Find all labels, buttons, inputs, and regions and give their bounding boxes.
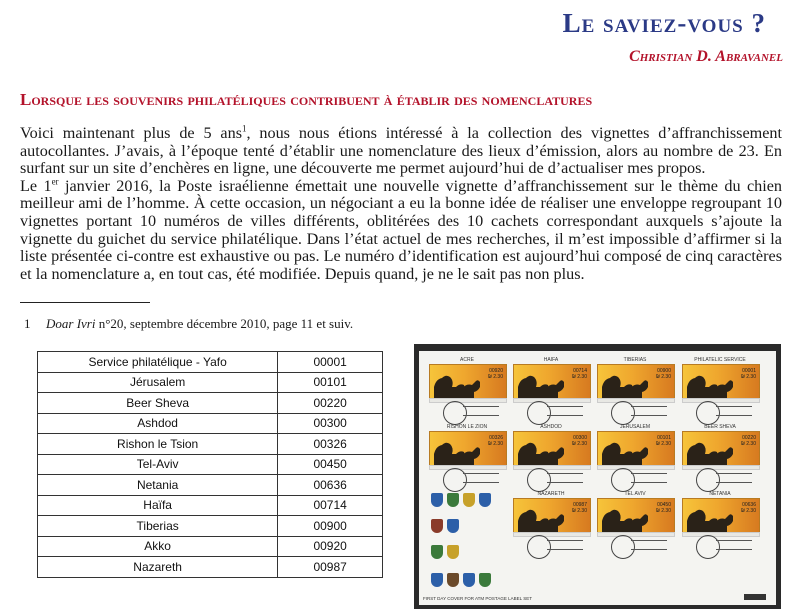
table-row	[38, 516, 383, 537]
stamp-price: ₪ 2.30	[740, 374, 756, 380]
stamp	[682, 364, 760, 400]
stamp-city-label: NETANIA	[709, 491, 731, 497]
stamp-code: 00987	[573, 502, 587, 508]
stamp-city-label: ACRE	[460, 357, 474, 363]
stamp-price: ₪ 2.30	[655, 441, 671, 447]
code-cell: 00220	[278, 393, 383, 414]
stamp-code: 00450	[657, 502, 671, 508]
paragraph-2-start: Le 1	[20, 176, 52, 195]
place-cell: Haïfa	[38, 495, 278, 516]
stamp-strip	[597, 398, 675, 403]
first-day-cover-image	[419, 351, 776, 605]
postal-logo	[744, 594, 766, 600]
stamp-city-label: NAZARETH	[537, 491, 565, 497]
postmark-lines	[716, 473, 752, 483]
stamp-strip	[429, 465, 507, 470]
stamp-strip	[597, 465, 675, 470]
postmark-lines	[716, 540, 752, 550]
footnote-source: Doar Ivri	[46, 316, 96, 331]
table-row	[38, 434, 383, 455]
stamp-city-label: JERUSALEM	[619, 424, 650, 430]
postmark-lines	[716, 406, 752, 416]
postmark-lines	[631, 406, 667, 416]
table-row	[38, 536, 383, 557]
stamp-value	[488, 435, 503, 447]
stamp-price: ₪ 2.30	[571, 441, 587, 447]
city-emblem-icon	[447, 573, 459, 587]
stamp	[513, 431, 591, 467]
stamp-code: 00920	[489, 368, 503, 374]
stamp-cell	[511, 357, 591, 425]
stamp-price: ₪ 2.30	[655, 374, 671, 380]
ordinal-sup: er	[51, 176, 59, 187]
stamp	[513, 498, 591, 534]
table-row	[38, 475, 383, 496]
stamp-city-label: RISHON LE ZION	[446, 424, 488, 430]
stamp-cell	[595, 491, 675, 559]
stamp-value	[741, 502, 756, 514]
stamp-value	[488, 368, 503, 380]
footnote-number: 1	[24, 316, 31, 331]
stamp-city-label: PHILATELIC SERVICE	[694, 357, 746, 363]
paragraph-1-rest: , nous nous étions intéressé à la collection des vignettes d’affranchissement autocollantes. J’avais, à l’époque tenté d’établir une nomenclature des lieux d’émission, alors au nombre de 23. En surfant sur un site d’enchères en ligne, une découverte me permet aujourd’hui de d’actualiser mes propos.	[20, 124, 782, 178]
stamp-cell	[680, 491, 760, 559]
stamp-strip	[513, 398, 591, 403]
place-cell: Ashdod	[38, 413, 278, 434]
city-emblem-icon	[479, 493, 491, 507]
stamp-city-label: TEL AVIV	[624, 491, 646, 497]
footnote	[24, 316, 353, 332]
stamp-cell	[511, 491, 591, 559]
stamp	[429, 431, 507, 467]
stamp-strip	[682, 532, 760, 537]
stamp-price: ₪ 2.30	[487, 441, 503, 447]
table-row	[38, 495, 383, 516]
stamp-cell	[595, 424, 675, 492]
stamp-cell	[595, 357, 675, 425]
stamp-code: 00300	[573, 435, 587, 441]
postmark-lines	[463, 473, 499, 483]
table-row	[38, 352, 383, 373]
postmark-lines	[631, 473, 667, 483]
stamp-price: ₪ 2.30	[487, 374, 503, 380]
stamp-price: ₪ 2.30	[740, 441, 756, 447]
code-cell: 00326	[278, 434, 383, 455]
stamp-code: 00900	[657, 368, 671, 374]
code-cell: 00450	[278, 454, 383, 475]
city-emblem-icon	[463, 493, 475, 507]
city-emblems	[431, 489, 509, 599]
stamp-value	[656, 368, 671, 380]
stamp-price: ₪ 2.30	[740, 508, 756, 514]
postmark-lines	[547, 473, 583, 483]
place-cell: Nazareth	[38, 557, 278, 578]
stamp	[513, 364, 591, 400]
city-emblem-icon	[431, 493, 443, 507]
stamp-value	[572, 435, 587, 447]
stamp	[597, 498, 675, 534]
place-cell: Beer Sheva	[38, 393, 278, 414]
postmark-lines	[463, 406, 499, 416]
page-title: Le saviez-vous ?	[562, 8, 766, 38]
stamp-price: ₪ 2.30	[571, 508, 587, 514]
stamp-code: 00101	[657, 435, 671, 441]
stamp-price: ₪ 2.30	[655, 508, 671, 514]
stamp-strip	[429, 398, 507, 403]
stamp-city-label: HAIFA	[543, 357, 559, 363]
stamp-code: 00001	[742, 368, 756, 374]
stamp-cell	[427, 357, 507, 425]
stamp-price: ₪ 2.30	[571, 374, 587, 380]
stamp	[682, 498, 760, 534]
code-cell: 00636	[278, 475, 383, 496]
city-emblem-icon	[431, 545, 443, 559]
author-name: Christian D. Abravanel	[629, 48, 783, 65]
stamp-value	[572, 368, 587, 380]
stamp-strip	[682, 398, 760, 403]
stamp-code: 00220	[742, 435, 756, 441]
table-row	[38, 557, 383, 578]
city-emblem-icon	[447, 519, 459, 533]
place-cell: Tel-Aviv	[38, 454, 278, 475]
city-emblem-icon	[431, 519, 443, 533]
stamp-cell	[680, 424, 760, 492]
postmark-lines	[547, 540, 583, 550]
place-cell: Service philatélique - Yafo	[38, 352, 278, 373]
stamp-strip	[513, 532, 591, 537]
code-cell: 00920	[278, 536, 383, 557]
stamp-value	[741, 368, 756, 380]
article-subtitle: Lorsque les souvenirs philatéliques contribuent à établir des nomenclatures	[20, 90, 593, 109]
stamp-value	[656, 435, 671, 447]
city-emblem-icon	[447, 545, 459, 559]
footnote-text: n°20, septembre décembre 2010, page 11 et suiv.	[95, 316, 354, 331]
envelope-caption: FIRST DAY COVER FOR ATM POSTAGE LABEL SET	[423, 596, 532, 601]
stamp-cell	[511, 424, 591, 492]
place-cell: Jérusalem	[38, 372, 278, 393]
stamp-code: 00326	[489, 435, 503, 441]
code-cell: 00714	[278, 495, 383, 516]
stamp-value	[656, 502, 671, 514]
stamp-city-label: TIBERIAS	[623, 357, 647, 363]
table-row	[38, 454, 383, 475]
place-cell: Tiberias	[38, 516, 278, 537]
stamp-strip	[682, 465, 760, 470]
city-emblem-icon	[447, 493, 459, 507]
stamp-cell	[427, 424, 507, 492]
table-row	[38, 372, 383, 393]
code-cell: 00101	[278, 372, 383, 393]
city-emblem-icon	[431, 573, 443, 587]
postmark-lines	[631, 540, 667, 550]
stamp-value	[572, 502, 587, 514]
place-cell: Akko	[38, 536, 278, 557]
stamp	[682, 431, 760, 467]
stamp-strip	[513, 465, 591, 470]
article-body	[20, 125, 782, 283]
paragraph-2-rest: janvier 2016, la Poste israélienne émettait une nouvelle vignette d’affranchissement sur le thème du chien meilleur ami de l’homme. À cette occasion, un négociant a eu la bonne idée de réaliser une enveloppe regroupant 10 vignettes portant 10 numéros de villes différents, oblitérées des 10 cachets correspondant auxquels s’ajoute la vignette du guichet du service philatélique. Dans l’état actuel de mes recherches, il m’est impossible d’affirmer si la liste présentée ci-contre est exhaustive ou pas. Le numéro d’identification est aujourd’hui composé de cinq caractères et la nomenclature a, en tout cas, été modifiée. Depuis quand, je ne le sait pas non plus.	[20, 176, 783, 283]
footnote-divider	[20, 302, 150, 303]
stamp	[597, 364, 675, 400]
code-cell: 00001	[278, 352, 383, 373]
code-cell: 00900	[278, 516, 383, 537]
stamp	[429, 364, 507, 400]
code-cell: 00987	[278, 557, 383, 578]
postmark-lines	[547, 406, 583, 416]
paragraph-1-start: Voici maintenant plus de 5 ans	[20, 124, 242, 142]
stamp-strip	[597, 532, 675, 537]
stamp-value	[741, 435, 756, 447]
table-row	[38, 413, 383, 434]
stamp-city-label: BEER SHEVA	[704, 424, 736, 430]
paragraph-1	[20, 125, 782, 178]
place-cell: Netania	[38, 475, 278, 496]
city-emblem-icon	[463, 573, 475, 587]
stamp-code: 00714	[573, 368, 587, 374]
city-emblem-icon	[479, 573, 491, 587]
paragraph-2	[20, 178, 782, 284]
place-cell: Rishon le Tsion	[38, 434, 278, 455]
stamp	[597, 431, 675, 467]
nomenclature-table	[37, 351, 383, 578]
stamp-cell	[680, 357, 760, 425]
table-row	[38, 393, 383, 414]
footnote-ref: 1	[242, 123, 247, 134]
stamp-city-label: ASHDOD	[540, 424, 562, 430]
stamp-code: 00636	[742, 502, 756, 508]
code-cell: 00300	[278, 413, 383, 434]
